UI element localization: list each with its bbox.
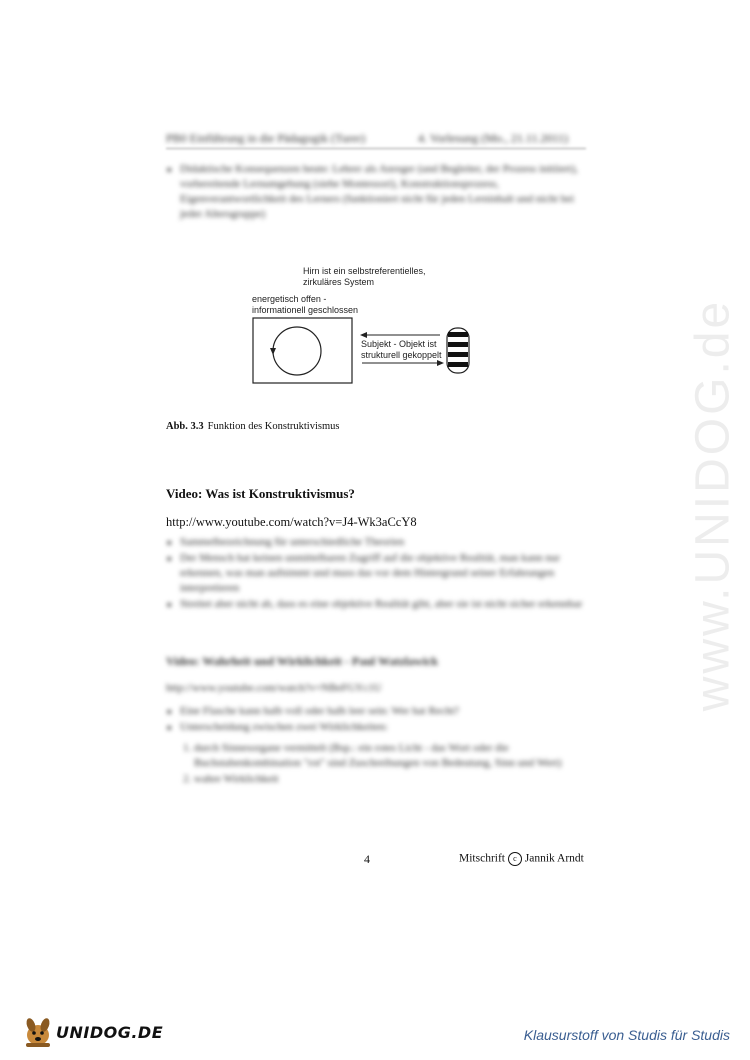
section1-bullet-list [166,535,586,613]
page-header-right: 4. Vorlesung (Mo., 21.11.2011) [418,131,568,145]
object-striped [447,328,469,373]
tagline: Klausurstoff von Studis für Studis [523,1027,730,1043]
watermark: www.UNIDOG.de [686,298,740,712]
logo-text: UNIDOG.DE [56,1023,164,1042]
author-credit: Mitschrift c Jannik Arndt [459,852,584,865]
diagram-label-left: energetisch offen - informationell geschlossen [252,294,359,315]
list-item: ■ Der Mensch hat keinen unmittelbaren Zugriff auf die objektive Realität, man kann nur erkennen, was man aufnimmt und muss das vor dem Hintergrund seiner Erfahrungen interpretieren [180,551,586,596]
list-item: ■ Eine Flasche kann halb voll oder halb leer sein: Wer hat Recht? [180,704,586,719]
video-url-2[interactable]: http://www.youtube.com/watch?v=NBeFGYc1U [166,682,382,694]
list-item: 1. durch Sinnesorgane vermittelt (Bsp.: ein rotes Licht - das Wort oder die Buchstabenkombination "rot" sind Zuschreibungen von Bedeutung, Sinn und Wert) [194,741,586,771]
list-item: 2. wahre Wirklichkeit [194,772,586,787]
diagram-label-top: Hirn ist ein selbstreferentielles, zirkuläres System [303,266,426,287]
section-heading-watzlawick: Video: Wahrheit und Wirklichkeit - Paul Watzlawick [166,654,439,668]
unidog-logo[interactable] [20,1015,170,1049]
section-heading-konstruktivismus: Video: Was ist Konstruktivismus? [166,486,355,501]
diagram-shapes [250,262,480,387]
cycle-circle [273,327,321,375]
cycle-arrowhead [270,348,276,355]
video-url-1[interactable]: http://www.youtube.com/watch?v=J4-Wk3aCcY8 [166,515,417,529]
copyright-icon: c [508,852,522,866]
section2-bullet-list [166,704,586,788]
page-header-left: PB0 Einführung in die Pädagogik (Turer) [166,131,366,145]
figure-caption [166,421,340,432]
diagram-label-arrow: Subjekt - Objekt ist strukturell gekoppelt [361,339,442,360]
dog-icon [20,1015,56,1049]
header-rule [166,148,586,149]
section2-numbered-list [166,741,586,787]
page-number: 4 [364,852,370,866]
constructivism-diagram [250,262,480,387]
list-item: ■ Didaktische Konsequenzen heute: Lehrer als Anreger (und Begleiter, der Prozess initiiert), vorbereitende Lernumgebung (siehe Montessori), Konstruktionsprozess, Eigenverantwortlichkeit des Lerners (funktioniert nicht für jeden Lerninhalt und nicht bei jeder Altersgruppe) [180,162,586,222]
figure-number: Abb. 3.3 [166,421,204,432]
figure-caption-text: Funktion des Konstruktivismus [207,421,340,432]
top-bullet-list [166,162,586,223]
list-item: ■ Streitet aber nicht ab, dass es eine objektive Realität gibt, aber sie ist nicht sicher erkennbar [180,597,586,612]
list-item: ■ Sammelbezeichnung für unterschiedliche Theorien [180,535,586,550]
list-item: ■ Unterscheidung zwischen zwei Wirklichkeiten: [180,720,586,735]
